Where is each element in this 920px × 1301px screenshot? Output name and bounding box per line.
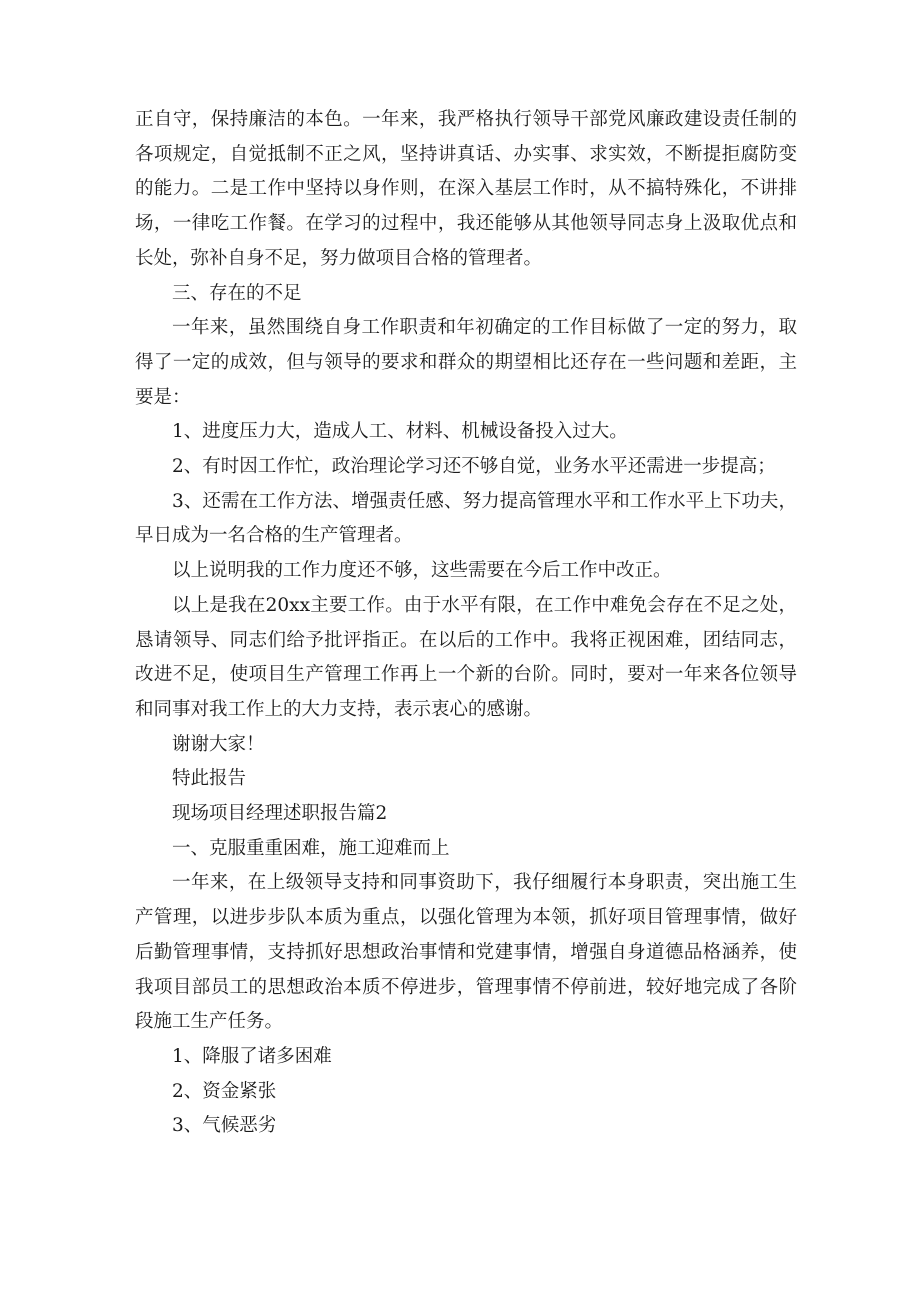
list-item-shortcoming-2: 2、有时因工作忙，政治理论学习还不够自觉，业务水平还需进一步提高； bbox=[172, 456, 776, 478]
list-item-difficulty-2: 2、资金紧张 bbox=[172, 1080, 277, 1102]
paragraph-integrity-continuation: 正自守，保持廉洁的本色。一年来，我严格执行领导干部党风廉政建设责任制的各项规定，自觉抵制不正之风，坚持讲真话、办实事、求实效，不断提拒腐防变的能力。二是工作中坚持以身作则，在深入基层工作时，从不搞特殊化，不讲排场，一律吃工作餐。在学习的过程中，我还能够从其他领导同志身上汲取优点和长处，弥补自身不足，努力做项目合格的管理者。 bbox=[135, 109, 797, 269]
paragraph-shortcomings-intro: 一年来，虽然围绕自身工作职责和年初确定的工作目标做了一定的努力，取得了一定的成效，但与领导的要求和群众的期望相比还存在一些问题和差距，主要是： bbox=[135, 317, 797, 408]
list-item-difficulty-1: 1、降服了诸多困难 bbox=[172, 1045, 332, 1067]
paragraph-thanks: 谢谢大家！ bbox=[172, 733, 265, 755]
paragraph-report-closing: 特此报告 bbox=[172, 768, 247, 790]
paragraph-improvement-note: 以上说明我的工作力度还不够，这些需要在今后工作中改正。 bbox=[172, 560, 672, 582]
list-item-shortcoming-1: 1、进度压力大，造成人工、材料、机械设备投入过大。 bbox=[172, 421, 628, 443]
list-item-difficulty-3: 3、气候恶劣 bbox=[172, 1115, 277, 1137]
list-item-shortcoming-3: 3、还需在工作方法、增强责任感、努力提高管理水平和工作水平上下功夫，早日成为一名合格的生产管理者。 bbox=[135, 490, 797, 547]
paragraph-year-review: 一年来，在上级领导支持和同事资助下，我仔细履行本身职责，突出施工生产管理，以进步步队本质为重点，以强化管理为本领，抓好项目管理事情，做好后勤管理事情，支持抓好思想政治事情和党建事情，增强自身道德品格涵养，使我项目部员工的思想政治本质不停进步，管理事情不停前进，较好地完成了各阶段施工生产任务。 bbox=[135, 872, 797, 1033]
section-heading-shortcomings: 三、存在的不足 bbox=[172, 282, 302, 304]
article-title-part-2: 现场项目经理述职报告篇2 bbox=[172, 803, 388, 825]
section-heading-overcome-difficulties: 一、克服重重困难，施工迎难而上 bbox=[172, 837, 450, 859]
paragraph-summary: 以上是我在20xx主要工作。由于水平有限，在工作中难免会存在不足之处，恳请领导、同志们给予批评指正。在以后的工作中。我将正视困难，团结同志，改进不足，使项目生产管理工作再上一个新的台阶。同时，要对一年来各位领导和同事对我工作上的大力支持，表示衷心的感谢。 bbox=[135, 594, 797, 720]
document-body bbox=[135, 103, 797, 1144]
